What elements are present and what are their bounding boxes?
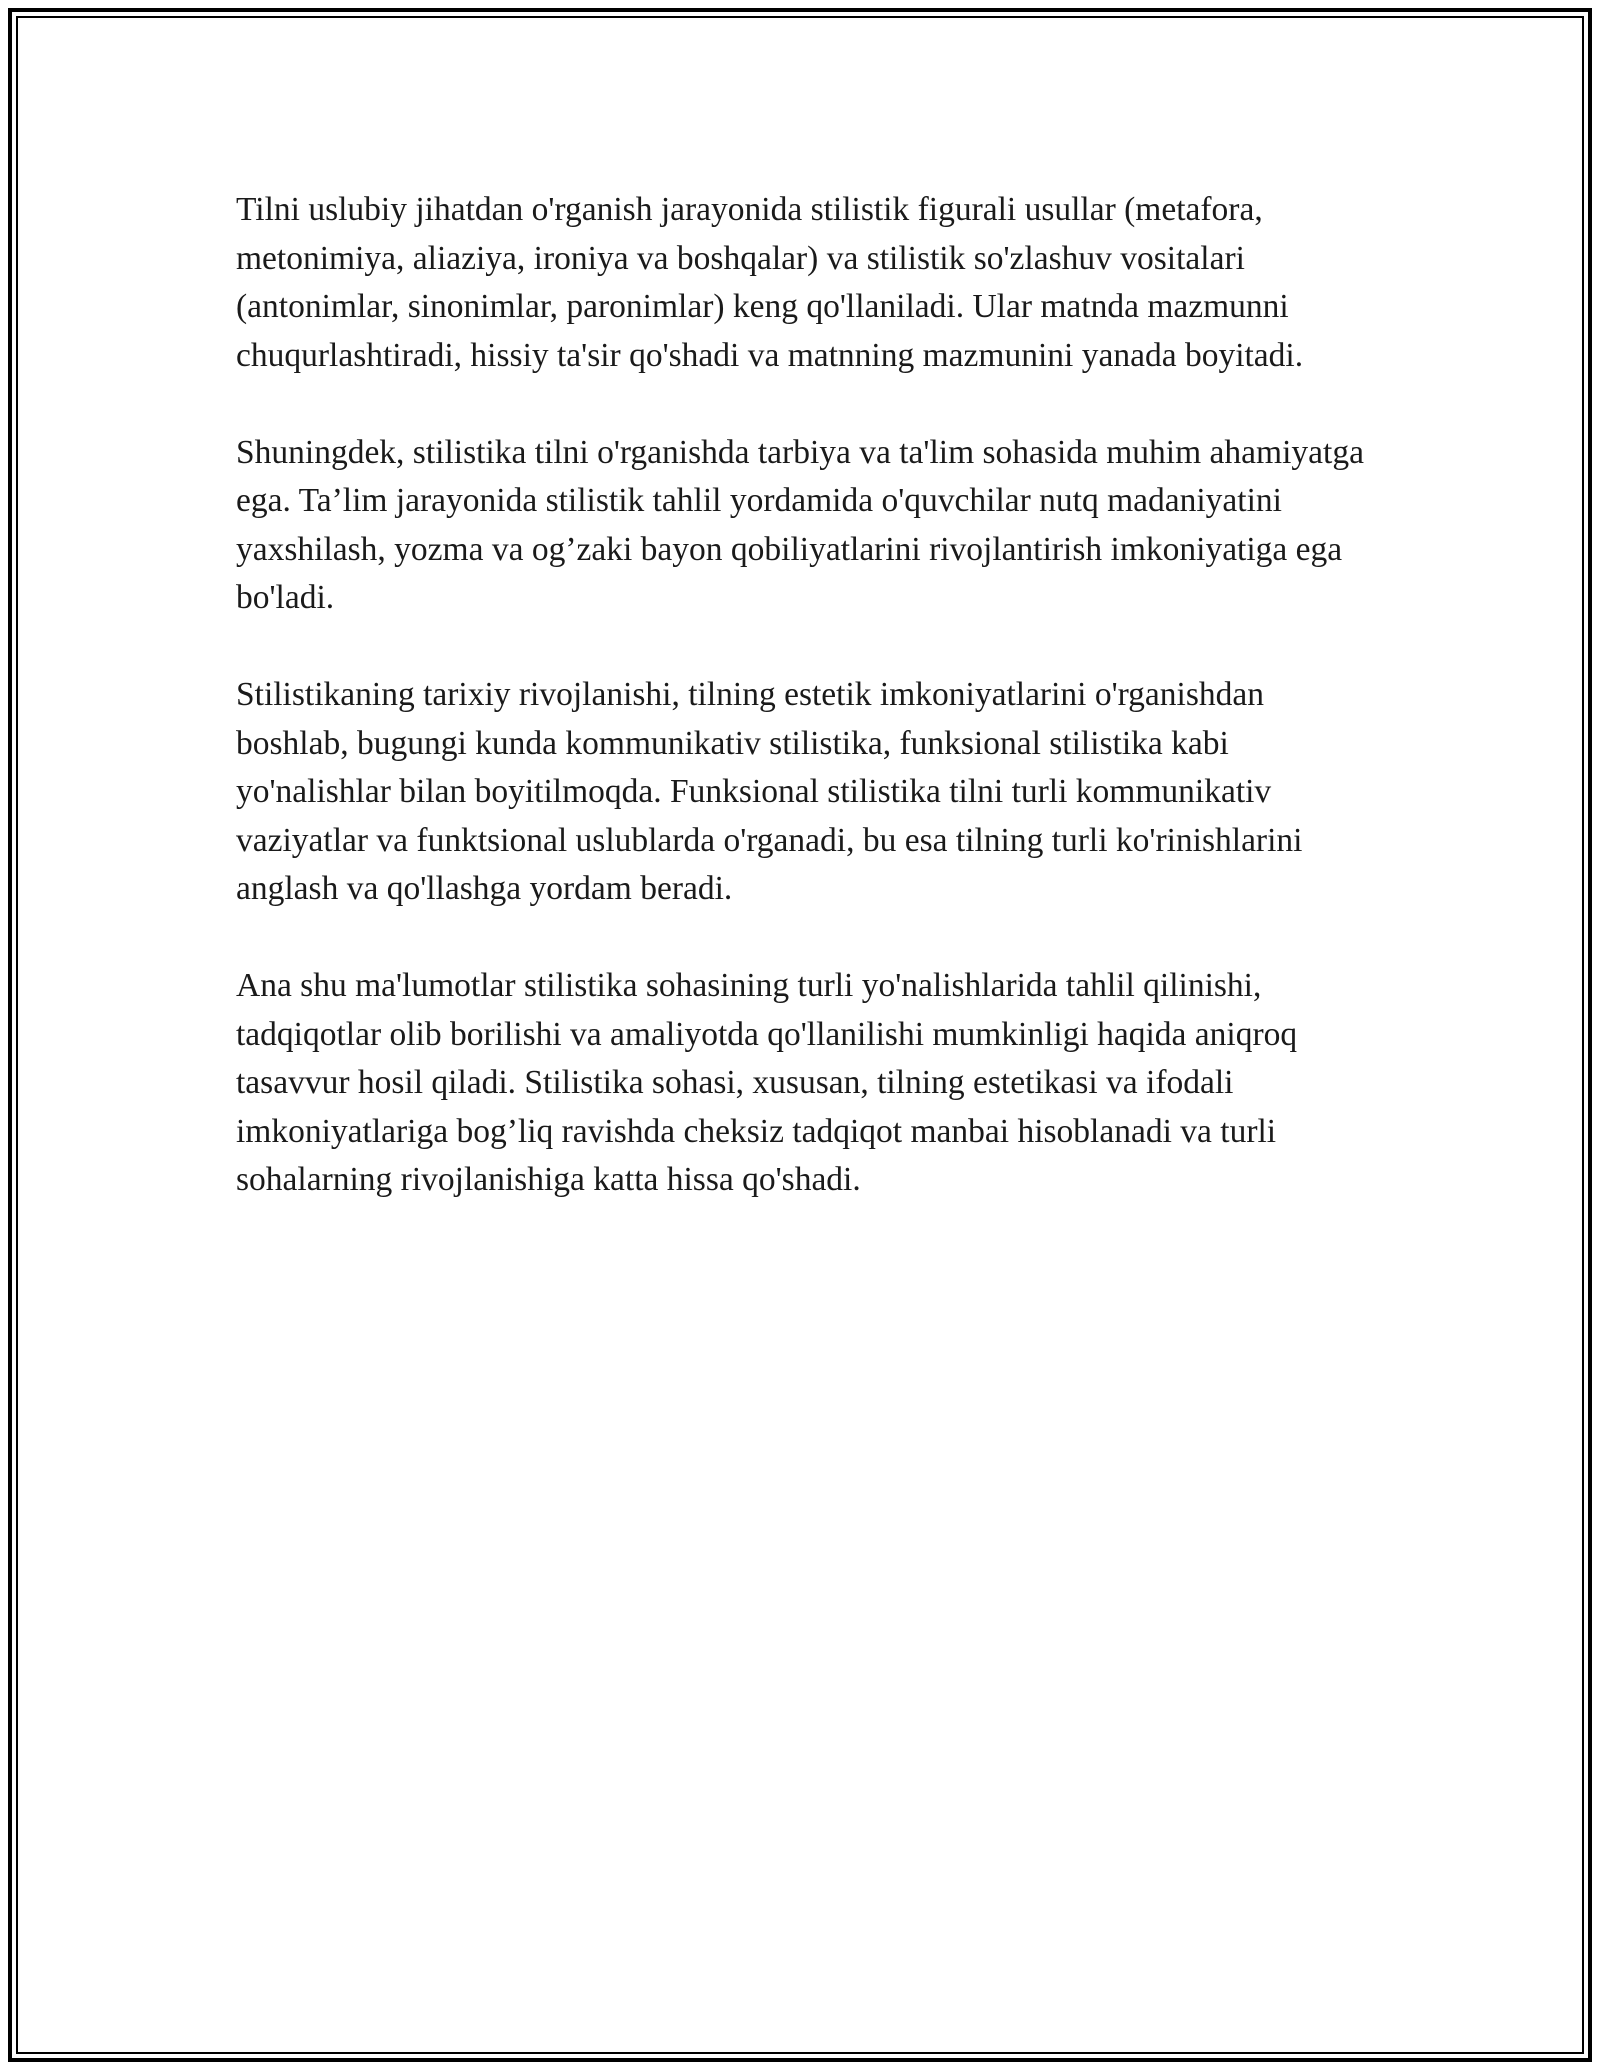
paragraph-2: Shuningdek, stilistika tilni o'rganishda tarbiya va ta'lim sohasida muhim ahamiyatga ega. Ta’lim jarayonida stilistik tahlil yordamida o'quvchilar nutq madaniyatini yaxshilash, yozma va og’zaki bayon qobiliyatlarini rivojlantirish imkoniyatiga ega bo'ladi. — [236, 433, 1364, 616]
paragraph-4: Ana shu ma'lumotlar stilistika sohasining turli yo'nalishlarida tahlil qilinishi, tadqiqotlar olib borilishi va amaliyotda qo'llanilishi mumkinligi haqida aniqroq tasavvur hosil qiladi. Stilistika sohasi, xususan, tilning estetikasi va ifodali imkoniyatlariga bog’liq ravishda cheksiz tadqiqot manbai hisoblanadi va turli sohalarning rivojlanishiga katta hissa qo'shadi. — [236, 967, 1298, 1198]
paragraph-3: Stilistikaning tarixiy rivojlanishi, tilning estetik imkoniyatlarini o'rganishdan boshlab, bugungi kunda kommunikativ stilistika, funksional stilistika kabi yo'nalishlar bilan boyitilmoqda. Funksional stilistika tilni turli kommunikativ vaziyatlar va funktsional uslublarda o'rganadi, bu esa tilning turli ko'rinishlarini anglash va qo'llashga yordam beradi. — [236, 676, 1303, 907]
document-body — [236, 186, 1376, 1253]
paragraph-1: Tilni uslubiy jihatdan o'rganish jarayonida stilistik figurali usullar (metafora, metonimiya, aliaziya, ironiya va boshqalar) va stilistik so'zlashuv vositalari (antonimlar, sinonimlar, paronimlar) keng qo'llaniladi. Ular matnda mazmunni chuqurlashtiradi, hissiy ta'sir qo'shadi va matnning mazmunini yanada boyitadi. — [236, 191, 1304, 374]
